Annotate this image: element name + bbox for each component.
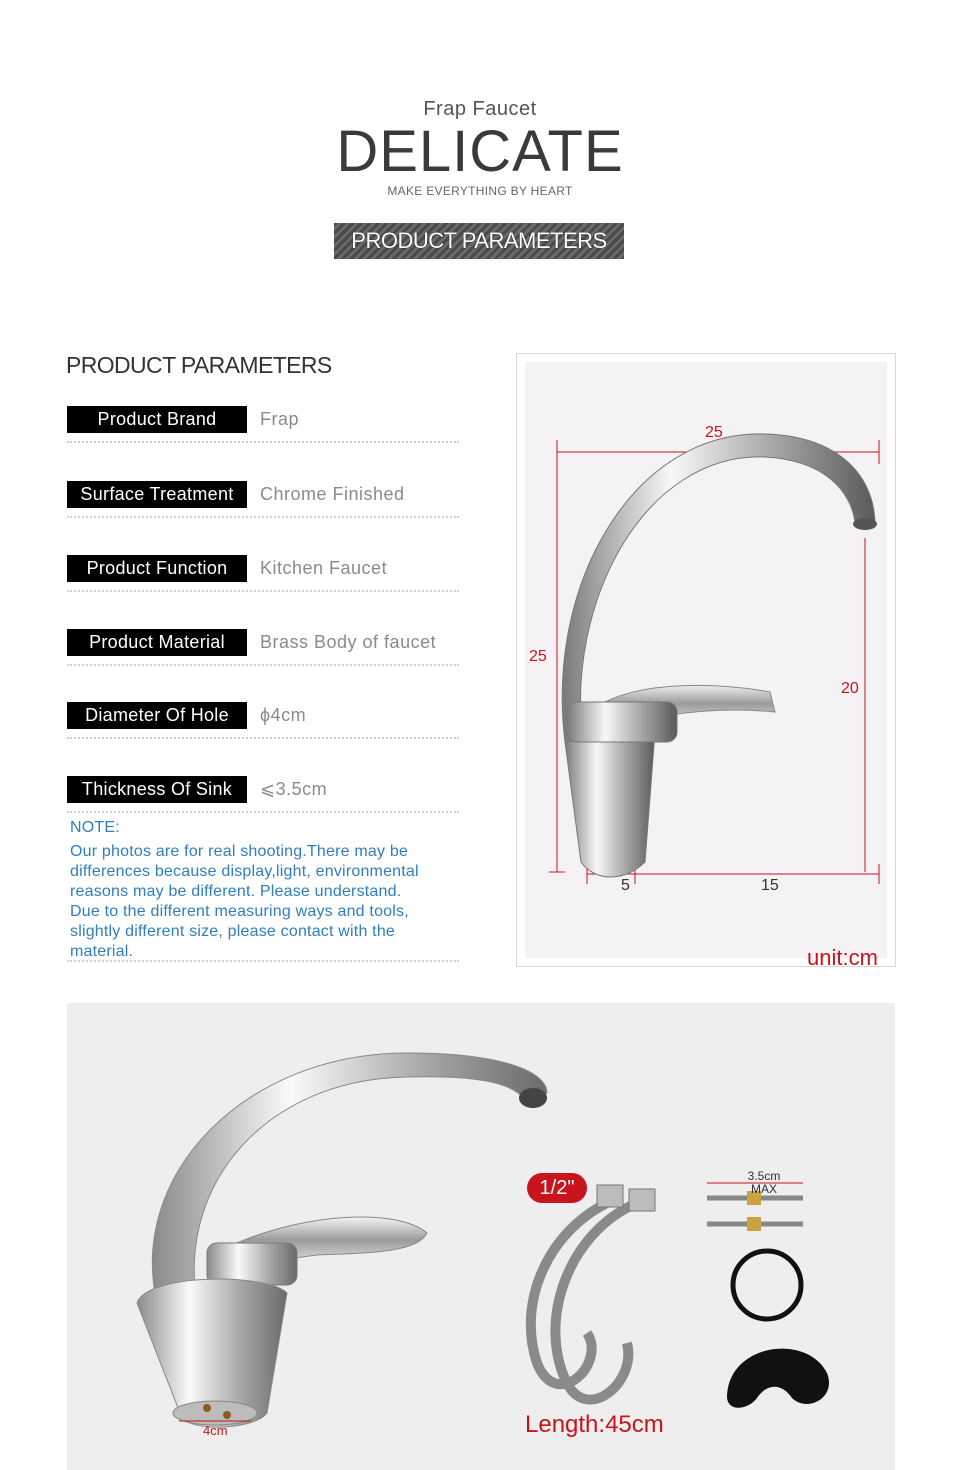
param-label: Thickness Of Sink bbox=[67, 776, 247, 803]
param-value: ϕ4cm bbox=[260, 705, 307, 725]
dotted-divider bbox=[67, 441, 459, 443]
dim-top-width: 25 bbox=[705, 424, 723, 441]
param-label: Surface Treatment bbox=[67, 481, 247, 508]
unit-label: unit:cm bbox=[807, 945, 878, 970]
param-row-material bbox=[67, 629, 459, 689]
param-value: Chrome Finished bbox=[260, 484, 405, 504]
dotted-divider bbox=[67, 737, 459, 739]
base-diameter-label: 4cm bbox=[203, 1423, 228, 1438]
param-label: Diameter Of Hole bbox=[67, 702, 247, 729]
param-label: Product Function bbox=[67, 555, 247, 582]
param-value: Kitchen Faucet bbox=[260, 558, 388, 578]
note-line: reasons may be different. Please understand. bbox=[70, 883, 402, 900]
faucet-photo-drawing bbox=[67, 1003, 895, 1470]
dotted-divider bbox=[67, 590, 459, 592]
brand-tagline: MAKE EVERYTHING BY HEART bbox=[387, 184, 573, 198]
note-line: material. bbox=[70, 943, 134, 960]
param-label: Product Material bbox=[67, 629, 247, 656]
param-label: Product Brand bbox=[67, 406, 247, 433]
diagram-panel bbox=[525, 362, 887, 970]
param-row-brand bbox=[67, 406, 459, 466]
hose-length-label: Length:45cm bbox=[525, 1411, 664, 1438]
dim-right-height: 20 bbox=[841, 680, 859, 697]
param-value: Frap bbox=[260, 409, 300, 429]
max-word: MAX bbox=[750, 1182, 777, 1196]
note-line: Our photos are for real shooting.There may be bbox=[70, 843, 409, 860]
note-line: Due to the different measuring ways and tools, bbox=[70, 903, 409, 920]
max-label bbox=[733, 1170, 795, 1196]
dotted-divider bbox=[67, 960, 459, 962]
param-value: Brass Body of faucet bbox=[260, 632, 437, 652]
brand-subtitle: Frap Faucet bbox=[423, 98, 537, 120]
params-title: PRODUCT PARAMETERS bbox=[66, 352, 332, 378]
param-row-surface bbox=[67, 481, 459, 541]
dotted-divider bbox=[67, 516, 459, 518]
dotted-divider bbox=[67, 811, 459, 813]
faucet-drawing bbox=[525, 362, 887, 958]
note-line: differences because display,light, environmental bbox=[70, 863, 419, 880]
note-block bbox=[70, 818, 480, 962]
max-size: 3.5cm bbox=[747, 1169, 781, 1183]
product-photo bbox=[67, 1003, 895, 1470]
thread-badge: 1/2" bbox=[527, 1173, 587, 1203]
param-row-hole bbox=[67, 702, 459, 762]
note-title: NOTE: bbox=[70, 819, 120, 836]
dim-base-right: 15 bbox=[761, 877, 779, 894]
dim-left-height: 25 bbox=[529, 648, 547, 665]
dimension-diagram bbox=[516, 353, 896, 970]
param-value: ⩽3.5cm bbox=[260, 779, 328, 799]
dotted-divider bbox=[67, 664, 459, 666]
param-row-function bbox=[67, 555, 459, 615]
brand-title: DELICATE bbox=[336, 119, 624, 184]
note-line: slightly different size, please contact with the bbox=[70, 923, 396, 940]
dim-base-left: 5 bbox=[621, 877, 630, 894]
section-banner: PRODUCT PARAMETERS bbox=[334, 223, 624, 259]
